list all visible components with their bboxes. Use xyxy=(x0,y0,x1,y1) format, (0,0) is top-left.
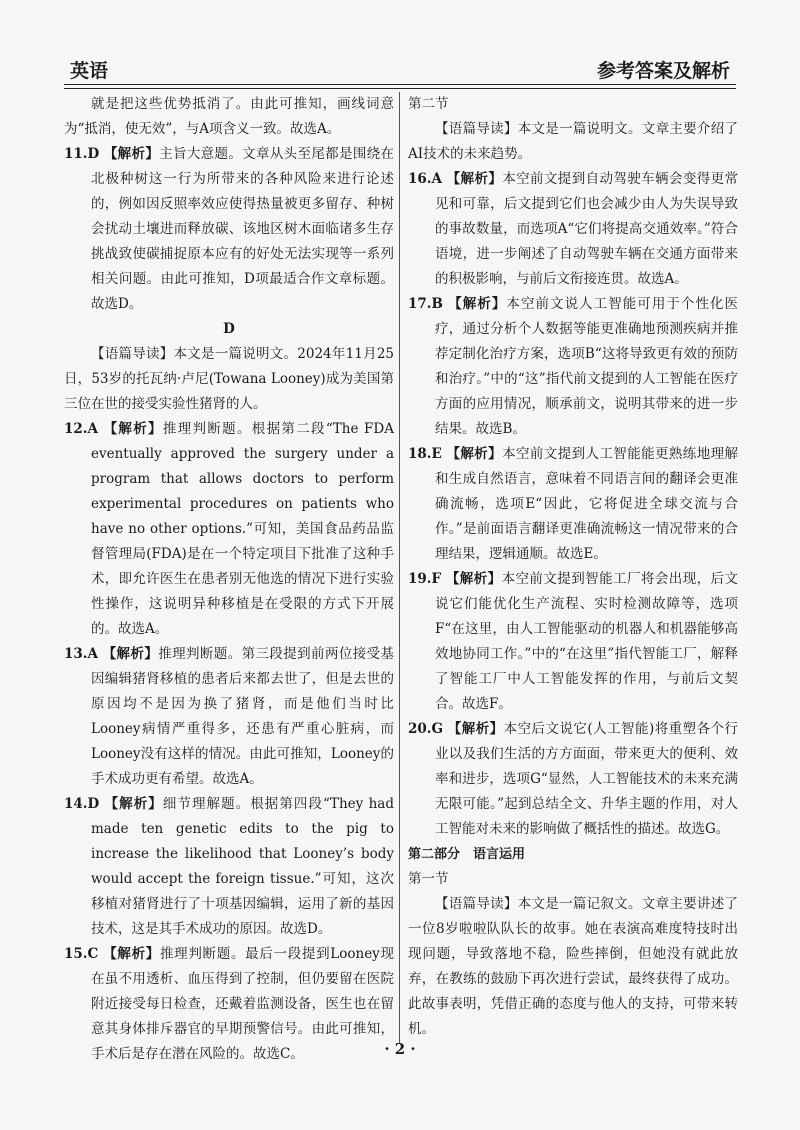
header-rule-thick xyxy=(64,84,736,85)
answer-text: 本空前文提到智能工厂将会出现，后文说它们能优化生产流程、实时检测故障等，选项F“在这里，由人工智能驱动的机器人和机器能够高效地协同工作。”中的“在这里”指代智能工厂，解释了智能工厂中人工智能发挥的作用，与前后文契合。故选F。 xyxy=(435,571,739,712)
answer-number: 12.A xyxy=(64,421,98,437)
answer-text: 推理判断题。第三段提到前两位接受基因编辑猪肾移植的患者后来都去世了，但是去世的原因均不是因为换了猪肾，而是他们当时比Looney病情严重得多，还患有严重心脏病，而Looney没有这样的情况。由此可推知，Looney的手术成功更有希望。故选A。 xyxy=(91,646,395,787)
answer-number: 18.E xyxy=(408,446,442,462)
answer-text: 细节理解题。根据第四段“They had made ten genetic edits to the pig to increase the likelihood that Looney’s body would accept the foreign tissue.”可知，这次移植对猪肾进行了十项基因编辑，运用了新的基因技术，这是其手术成功的原因。故选D。 xyxy=(91,796,394,937)
answer-13 xyxy=(64,642,394,792)
answer-text: 本空前文提到自动驾驶车辆会变得更常见和可靠，后文提到它们也会减少由人为失误导致的事故数量，而选项A“它们将提高交通效率。”符合语境，进一步阐述了自动驾驶车辆在交通方面带来的积极影响，与前后文衔接连贯。故选A。 xyxy=(435,171,739,287)
answer-text: 本空前文说人工智能可用于个性化医疗，通过分析个人数据等能更准确地预测疾病并推荐定制化治疗方案，选项B“这将导致更有效的预防和治疗。”中的“这”指代前文提到的人工智能在医疗方面的应用情况，顺承前文，说明其带来的进一步结果。故选B。 xyxy=(435,296,739,437)
answer-12 xyxy=(64,417,394,642)
analysis-tag: 【解析】 xyxy=(447,721,504,737)
analysis-tag: 【解析】 xyxy=(446,171,503,187)
right-column xyxy=(408,92,738,1042)
answer-14 xyxy=(64,792,394,942)
page-number: · 2 · xyxy=(384,1040,416,1058)
analysis-tag: 【解析】 xyxy=(103,146,160,162)
page-header xyxy=(64,52,736,82)
header-rule-thin xyxy=(64,88,736,89)
answer-number: 17.B xyxy=(408,296,443,312)
doc-type-label: 参考答案及解析 xyxy=(596,60,730,82)
answer-number: 20.G xyxy=(408,721,444,737)
passage-guide: 【语篇导读】本文是一篇说明文。2024年11月25日，53岁的托瓦纳·卢尼(Towana Looney)成为美国第三位在世的接受实验性猪肾的人。 xyxy=(64,346,394,412)
section-one-heading: 第一节 xyxy=(408,871,449,887)
answer-number: 13.A xyxy=(64,646,98,662)
column-divider xyxy=(399,92,400,1044)
analysis-tag: 【解析】 xyxy=(446,446,503,462)
analysis-tag: 【解析】 xyxy=(104,796,163,812)
analysis-tag: 【解析】 xyxy=(448,296,507,312)
answer-19 xyxy=(408,567,738,717)
subject-label: 英语 xyxy=(70,60,109,82)
answer-text: 推理判断题。最后一段提到Looney现在虽不用透析、血压得到了控制，但仍要留在医院附近接受每日检查，还戴着监测设备，医生也在留意其身体排斥器官的早期预警信号。由此可推知，手术后是存在潜在风险的。故选C。 xyxy=(91,946,394,1062)
answer-20 xyxy=(408,717,738,842)
answer-text: 本空后文说它(人工智能)将重塑各个行业以及我们生活的方方面面，带来更大的便利、效率和进步，选项G“显然，人工智能技术的未来充满无限可能。”起到总结全文、升华主题的作用，对人工智能对未来的影响做了概括性的描述。故选G。 xyxy=(435,721,738,837)
answer-number: 14.D xyxy=(64,796,100,812)
answer-number: 19.F xyxy=(408,571,442,587)
analysis-tag: 【解析】 xyxy=(103,946,160,962)
answer-number: 11.D xyxy=(64,146,100,162)
answer-11 xyxy=(64,142,394,317)
answer-text: 本空前文提到人工智能能更熟练地理解和生成自然语言，意味着不同语言间的翻译会更准确流畅，选项E“因此，它将促进全球交流与合作。”是前面语言翻译更准确流畅这一情况带来的合理结果，逻辑通顺。故选E。 xyxy=(435,446,739,562)
answer-17 xyxy=(408,292,738,442)
answer-18 xyxy=(408,442,738,567)
analysis-tag: 【解析】 xyxy=(445,571,502,587)
answer-16 xyxy=(408,167,738,292)
passage-guide-2: 【语篇导读】本文是一篇记叙文。文章主要讲述了一位8岁啦啦队队长的故事。她在表演高难度特技时出现问题，导致落地不稳，险些摔倒，但她没有就此放弃，在教练的鼓励下再次进行尝试，最终获得了成功。此故事表明，凭借正确的态度与他人的支持，可带来转机。 xyxy=(408,896,738,1037)
analysis-tag: 【解析】 xyxy=(102,646,159,662)
part-two-heading: 第二部分 语言运用 xyxy=(408,847,526,862)
answer-text: 主旨大意题。文章从头至尾都是围绕在北极种树这一行为所带来的各种风险来进行论述的，例如因反照率效应使得热量被更多留存、种树会扰动土壤进而释放碳、该地区树木面临诸多生存挑战致使碳捕捉原本应有的好处无法实现等一系列相关问题。由此可推知，D项最适合作文章标题。故选D。 xyxy=(91,146,395,312)
answer-number: 15.C xyxy=(64,946,99,962)
left-column xyxy=(64,92,394,1067)
answer-number: 16.A xyxy=(408,171,442,187)
analysis-tag: 【解析】 xyxy=(103,421,163,437)
section-two-heading: 第二节 xyxy=(408,96,449,112)
answer-text: 推理判断题。根据第二段“The FDA eventually approved the surgery under a program that allows doctors to perform experimental procedures on patients who have no other options.”可知，美国食品药品监督管理局(FDA)是在一个特定项目下批准了这种手术，即允许医生在患者别无他选的情况下进行实验性操作，这说明异种移植是在受限的方式下开展的。故选A。 xyxy=(91,421,394,637)
continued-text: 就是把这些优势抵消了。由此可推知，画线词意为“抵消，使无效”，与A项含义一致。故选A。 xyxy=(64,96,394,137)
section-heading: D xyxy=(223,321,235,337)
passage-guide: 【语篇导读】本文是一篇说明文。文章主要介绍了AI技术的未来趋势。 xyxy=(408,121,738,162)
